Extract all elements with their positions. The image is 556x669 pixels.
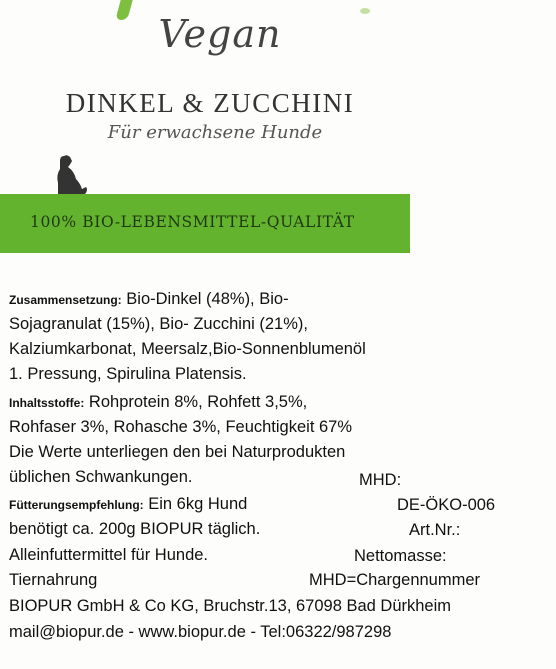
type-line-1: Alleinfuttermittel für Hunde. xyxy=(9,546,209,564)
product-subtitle: Für erwachsene Hunde xyxy=(107,122,323,143)
company-contact: mail@biopur.de - www.biopur.de - Tel:06322/987298 xyxy=(9,623,392,641)
dog-icon xyxy=(48,153,90,197)
mhd-label: MHD: xyxy=(359,471,402,489)
feeding-label: Fütterungsempfehlung: xyxy=(9,498,144,512)
analysis-line-1 xyxy=(9,390,307,416)
quality-banner-text: 100% BIO-LEBENSMITTEL-QUALITÄT xyxy=(30,213,355,231)
ingredients-label: Zusammensetzung: xyxy=(9,293,122,307)
quality-banner xyxy=(0,194,410,253)
note-line-2: üblichen Schwankungen. xyxy=(9,468,193,486)
feeding-line-1 xyxy=(9,492,247,518)
product-title: DINKEL & ZUCCHINI xyxy=(65,88,355,118)
ingredients-line-3: Kalziumkarbonat, Meersalz,Bio-Sonnenblumenöl xyxy=(9,340,366,358)
type-line-2: Tiernahrung xyxy=(9,571,98,589)
company-address: BIOPUR GmbH & Co KG, Bruchstr.13, 67098 Bad Dürkheim xyxy=(9,597,452,615)
analysis-label: Inhaltsstoffe: xyxy=(9,396,85,410)
ingredients-line-2: Sojagranulat (15%), Bio- Zucchini (21%), xyxy=(9,315,308,333)
label-header xyxy=(0,0,556,260)
analysis-line-2: Rohfaser 3%, Rohasche 3%, Feuchtigkeit 67% xyxy=(9,418,353,436)
feeding-text-1: Ein 6kg Hund xyxy=(143,495,248,513)
eco-code: DE-ÖKO-006 xyxy=(397,496,496,514)
vegan-tagline: Vegan xyxy=(158,12,282,56)
ingredients-line-4: 1. Pressung, Spirulina Platensis. xyxy=(9,365,247,383)
analysis-text-1: Rohprotein 8%, Rohfett 3,5%, xyxy=(84,393,308,411)
note-line-1: Die Werte unterliegen den bei Naturprodukten xyxy=(9,443,346,461)
feeding-line-2: benötigt ca. 200g BIOPUR täglich. xyxy=(9,520,261,538)
mhd-batch-note: MHD=Chargennummer xyxy=(309,571,481,589)
article-number-label: Art.Nr.: xyxy=(409,521,461,539)
net-mass-label: Nettomasse: xyxy=(354,547,447,565)
ingredients-text-1: Bio-Dinkel (48%), Bio- xyxy=(121,290,289,308)
ingredients-line-1 xyxy=(9,287,289,313)
